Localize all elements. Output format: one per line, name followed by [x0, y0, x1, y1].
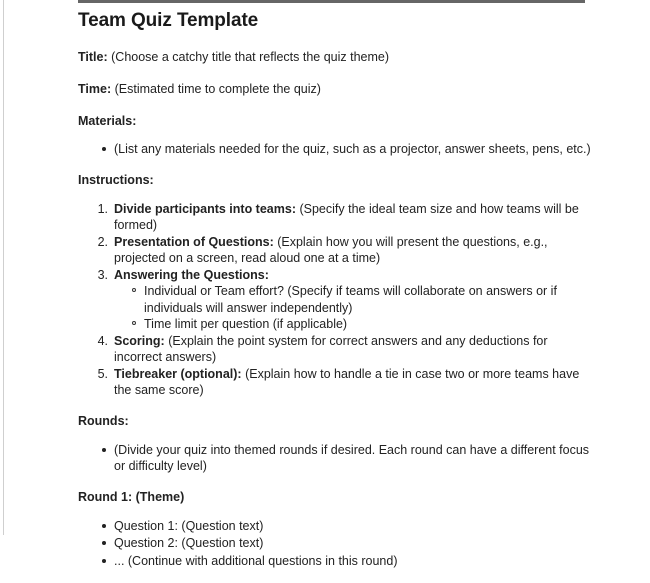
section-heading-materials: Materials:: [78, 113, 137, 128]
list-item: [78, 366, 598, 399]
list-item: [78, 201, 598, 234]
section-heading-rounds: Rounds:: [78, 413, 129, 428]
list-item: Individual or Team effort? (Specify if teams will collaborate on answers or if individuals will answer independently): [114, 283, 598, 316]
materials-list: [78, 141, 598, 158]
list-item: [78, 267, 598, 333]
list-item: Question 1: (Question text): [78, 518, 598, 535]
instruction-label: Tiebreaker (optional):: [114, 366, 242, 381]
document-content: [78, 10, 598, 583]
list-item: Time limit per question (if applicable): [114, 316, 598, 333]
instruction-value: (Specify the ideal team size and how teams will be formed): [114, 201, 579, 233]
field-time: [78, 81, 598, 98]
round-one-question-list: [78, 518, 598, 570]
list-item: (Divide your quiz into themed rounds if desired. Each round can have a different focus or difficulty level): [78, 442, 598, 475]
list-item: ... (Continue with additional questions in this round): [78, 553, 598, 570]
list-item: Question 2: (Question text): [78, 535, 598, 552]
instruction-value: (Explain how to handle a tie in case two or more teams have the same score): [114, 366, 580, 398]
instruction-label: Scoring:: [114, 333, 165, 348]
rounds-list: [78, 442, 598, 475]
subheading-round-one: Round 1: (Theme): [78, 489, 185, 504]
section-heading-instructions: Instructions:: [78, 172, 154, 187]
instruction-label: Answering the Questions:: [114, 267, 269, 282]
list-item: [78, 234, 598, 267]
list-item: [78, 333, 598, 366]
instruction-value: (Explain the point system for correct answers and any deductions for incorrect answers): [114, 333, 548, 365]
instruction-value: (Explain how you will present the questions, e.g., projected on a screen, read aloud one at a time): [114, 234, 548, 266]
instructions-list: [78, 201, 598, 399]
field-time-label: Time:: [78, 81, 112, 96]
field-title-label: Title:: [78, 49, 108, 64]
list-item: (List any materials needed for the quiz, such as a projector, answer sheets, pens, etc.): [78, 141, 598, 158]
field-title: [78, 49, 598, 66]
page-title: Team Quiz Template: [78, 10, 259, 31]
field-title-value: (Choose a catchy title that reflects the quiz theme): [111, 49, 390, 64]
instruction-label: Presentation of Questions:: [114, 234, 274, 249]
field-time-value: (Estimated time to complete the quiz): [114, 81, 321, 96]
answering-sublist: [114, 283, 598, 333]
instruction-label: Divide participants into teams:: [114, 201, 296, 216]
